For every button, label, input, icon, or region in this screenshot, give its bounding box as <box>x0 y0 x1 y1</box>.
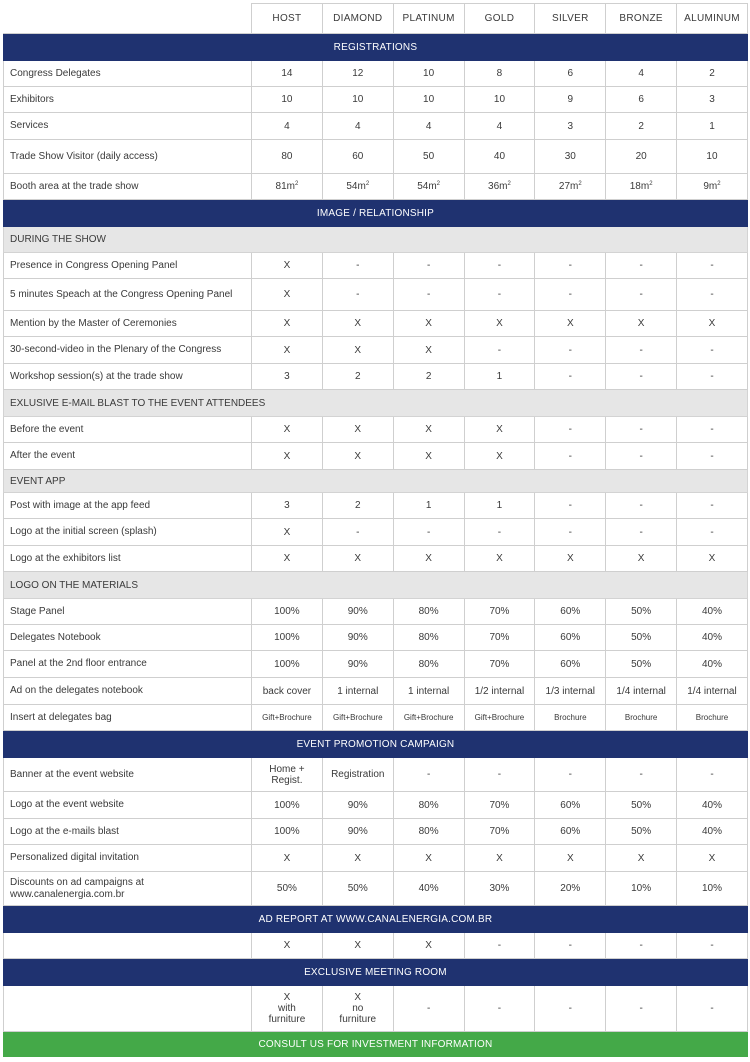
table-cell: 9 <box>535 87 606 113</box>
table-cell: 100% <box>252 625 323 651</box>
table-cell: X <box>252 417 323 443</box>
table-row <box>4 311 748 337</box>
table-cell: 100% <box>252 599 323 625</box>
table-row <box>4 933 748 959</box>
table-cell: 1 <box>464 493 535 519</box>
table-cell: 50% <box>606 792 677 819</box>
table-cell: X <box>252 933 323 959</box>
table-cell: - <box>535 493 606 519</box>
table-cell: $54m^2$ <box>393 174 464 200</box>
table-row <box>4 546 748 572</box>
table-cell: 30% <box>464 872 535 906</box>
table-cell: X <box>535 546 606 572</box>
table-cell: 70% <box>464 599 535 625</box>
table-cell: Gift+Brochure <box>464 705 535 731</box>
row-label: 5 minutes Speach at the Congress Opening Panel <box>4 279 252 311</box>
table-cell: 1 internal <box>393 678 464 705</box>
table-cell: - <box>606 519 677 546</box>
section-band <box>4 34 748 61</box>
table-cell: - <box>677 493 748 519</box>
section-title: IMAGE / RELATIONSHIP <box>4 200 748 227</box>
table-cell: 100% <box>252 819 323 845</box>
table-cell: - <box>677 337 748 364</box>
table-row <box>4 705 748 731</box>
row-label: Workshop session(s) at the trade show <box>4 364 252 390</box>
table-cell: - <box>677 933 748 959</box>
tier-header-row <box>4 4 748 34</box>
table-row <box>4 140 748 174</box>
cta-text: CONSULT US FOR INVESTMENT INFORMATION <box>4 1032 748 1057</box>
table-cell: - <box>677 443 748 470</box>
table-cell: 12 <box>322 61 393 87</box>
table-cell: - <box>464 986 535 1032</box>
table-cell: Gift+Brochure <box>252 705 323 731</box>
table-cell: 4 <box>606 61 677 87</box>
table-cell: - <box>677 986 748 1032</box>
table-cell: 60% <box>535 792 606 819</box>
table-cell: 60 <box>322 140 393 174</box>
table-cell: 60% <box>535 819 606 845</box>
table-cell: 10 <box>322 87 393 113</box>
table-row <box>4 986 748 1032</box>
table-row <box>4 337 748 364</box>
table-cell: X <box>464 311 535 337</box>
subsection-row <box>4 390 748 417</box>
table-cell: 70% <box>464 819 535 845</box>
table-cell: - <box>535 519 606 546</box>
table-cell: - <box>322 519 393 546</box>
row-label: Logo at the e-mails blast <box>4 819 252 845</box>
section-band <box>4 959 748 986</box>
table-cell: X <box>322 443 393 470</box>
table-cell: 8 <box>464 61 535 87</box>
table-cell: 50% <box>606 651 677 678</box>
table-row <box>4 279 748 311</box>
table-cell: Brochure <box>606 705 677 731</box>
table-row <box>4 443 748 470</box>
table-cell: X <box>252 845 323 872</box>
table-cell: 1/4 internal <box>677 678 748 705</box>
table-cell: X <box>393 845 464 872</box>
table-cell: - <box>535 337 606 364</box>
row-label: Logo at the event website <box>4 792 252 819</box>
table-row <box>4 872 748 906</box>
row-label: Ad on the delegates notebook <box>4 678 252 705</box>
table-cell: X <box>393 546 464 572</box>
table-cell: - <box>393 519 464 546</box>
table-cell: Brochure <box>677 705 748 731</box>
row-label: Presence in Congress Opening Panel <box>4 253 252 279</box>
table-cell: 2 <box>322 364 393 390</box>
table-cell: 3 <box>677 87 748 113</box>
table-cell: 40% <box>677 599 748 625</box>
table-cell: 10 <box>677 140 748 174</box>
table-cell: 4 <box>393 113 464 140</box>
tier-header: BRONZE <box>606 4 677 34</box>
table-cell: 10 <box>464 87 535 113</box>
table-row <box>4 599 748 625</box>
table-cell: 50% <box>606 819 677 845</box>
subsection-row <box>4 470 748 493</box>
table-cell: X <box>322 845 393 872</box>
table-cell: X <box>322 417 393 443</box>
subsection-title: EXLUSIVE E-MAIL BLAST TO THE EVENT ATTENDEES <box>4 390 748 417</box>
table-cell: - <box>606 933 677 959</box>
row-label: Before the event <box>4 417 252 443</box>
table-cell: 80 <box>252 140 323 174</box>
subsection-row <box>4 227 748 253</box>
table-cell: X <box>393 443 464 470</box>
table-cell: 10 <box>393 61 464 87</box>
table-cell: 1 <box>677 113 748 140</box>
table-cell: 20% <box>535 872 606 906</box>
subsection-title: EVENT APP <box>4 470 748 493</box>
section-title: EXCLUSIVE MEETING ROOM <box>4 959 748 986</box>
table-cell: 40% <box>677 651 748 678</box>
table-cell: 80% <box>393 625 464 651</box>
table-cell: - <box>606 493 677 519</box>
table-cell: $36m^2$ <box>464 174 535 200</box>
table-cell: - <box>322 279 393 311</box>
table-cell: 60% <box>535 625 606 651</box>
row-label: 30-second-video in the Plenary of the Congress <box>4 337 252 364</box>
table-cell: 4 <box>464 113 535 140</box>
section-band <box>4 906 748 933</box>
table-cell: 10 <box>393 87 464 113</box>
row-label: Logo at the exhibitors list <box>4 546 252 572</box>
section-title: AD REPORT AT WWW.CANALENERGIA.COM.BR <box>4 906 748 933</box>
table-cell: 80% <box>393 599 464 625</box>
table-cell: X <box>393 337 464 364</box>
sponsorship-sheet <box>3 3 747 1057</box>
table-cell: 4 <box>322 113 393 140</box>
table-cell: $81m^2$ <box>252 174 323 200</box>
table-cell: Home + Regist. <box>252 758 323 792</box>
table-cell: 6 <box>535 61 606 87</box>
table-cell: X <box>322 933 393 959</box>
table-row <box>4 625 748 651</box>
tier-header: ALUMINUM <box>677 4 748 34</box>
table-cell: X <box>252 546 323 572</box>
table-cell: X <box>322 546 393 572</box>
table-cell: X <box>606 311 677 337</box>
row-label: Banner at the event website <box>4 758 252 792</box>
table-cell: - <box>393 758 464 792</box>
table-cell: 90% <box>322 625 393 651</box>
table-cell: - <box>677 758 748 792</box>
table-cell: X <box>252 253 323 279</box>
table-cell: - <box>606 443 677 470</box>
table-cell: X <box>535 845 606 872</box>
table-cell: - <box>464 758 535 792</box>
table-cell: - <box>535 986 606 1032</box>
table-cell: 1/2 internal <box>464 678 535 705</box>
table-cell: 2 <box>393 364 464 390</box>
table-row <box>4 61 748 87</box>
table-cell: X <box>677 546 748 572</box>
subsection-title: LOGO ON THE MATERIALS <box>4 572 748 599</box>
table-cell: 90% <box>322 819 393 845</box>
row-label: Insert at delegates bag <box>4 705 252 731</box>
tier-header: GOLD <box>464 4 535 34</box>
table-row <box>4 493 748 519</box>
sponsorship-table <box>3 3 748 1057</box>
table-cell: 30 <box>535 140 606 174</box>
table-cell: 50% <box>252 872 323 906</box>
table-cell: X <box>606 546 677 572</box>
table-cell: - <box>606 337 677 364</box>
table-cell: X <box>252 519 323 546</box>
table-cell: X <box>677 311 748 337</box>
table-row <box>4 519 748 546</box>
table-cell: - <box>393 253 464 279</box>
cta-band <box>4 1032 748 1057</box>
row-label: Trade Show Visitor (daily access) <box>4 140 252 174</box>
table-cell: 40% <box>677 625 748 651</box>
table-cell: 80% <box>393 819 464 845</box>
section-title: EVENT PROMOTION CAMPAIGN <box>4 731 748 758</box>
table-row <box>4 113 748 140</box>
table-row <box>4 819 748 845</box>
table-cell: 1/3 internal <box>535 678 606 705</box>
table-cell: - <box>464 933 535 959</box>
table-cell: 6 <box>606 87 677 113</box>
table-cell: - <box>535 933 606 959</box>
row-label: Exhibitors <box>4 87 252 113</box>
table-cell: 50% <box>606 599 677 625</box>
table-cell: 50% <box>322 872 393 906</box>
table-cell: - <box>606 364 677 390</box>
section-band <box>4 731 748 758</box>
table-cell: - <box>535 417 606 443</box>
table-row <box>4 845 748 872</box>
table-cell: 40% <box>677 792 748 819</box>
row-label: Logo at the initial screen (splash) <box>4 519 252 546</box>
table-cell: 20 <box>606 140 677 174</box>
table-cell: - <box>677 253 748 279</box>
table-row <box>4 174 748 200</box>
table-cell: 3 <box>252 364 323 390</box>
table-cell: 1 internal <box>322 678 393 705</box>
row-label: Personalized digital invitation <box>4 845 252 872</box>
table-cell: - <box>677 417 748 443</box>
row-label: Services <box>4 113 252 140</box>
table-body <box>4 34 748 1057</box>
table-cell: 1/4 internal <box>606 678 677 705</box>
table-cell: 1 <box>464 364 535 390</box>
table-cell: - <box>535 758 606 792</box>
table-row <box>4 253 748 279</box>
table-cell: back cover <box>252 678 323 705</box>
table-cell: X <box>677 845 748 872</box>
table-cell: - <box>677 364 748 390</box>
tier-header: HOST <box>252 4 323 34</box>
table-cell: $27m^2$ <box>535 174 606 200</box>
table-cell: $9m^2$ <box>677 174 748 200</box>
table-cell: $54m^2$ <box>322 174 393 200</box>
table-cell: - <box>606 279 677 311</box>
tier-header: SILVER <box>535 4 606 34</box>
table-cell: $18m^2$ <box>606 174 677 200</box>
table-cell: X <box>464 546 535 572</box>
section-title: REGISTRATIONS <box>4 34 748 61</box>
table-cell: Gift+Brochure <box>322 705 393 731</box>
table-cell: - <box>606 253 677 279</box>
tier-header: PLATINUM <box>393 4 464 34</box>
table-cell: X <box>322 311 393 337</box>
table-cell: 4 <box>252 113 323 140</box>
table-cell: - <box>606 417 677 443</box>
table-cell: 10 <box>252 87 323 113</box>
row-label: Post with image at the app feed <box>4 493 252 519</box>
row-label: Booth area at the trade show <box>4 174 252 200</box>
table-cell: 40% <box>677 819 748 845</box>
table-cell: 60% <box>535 651 606 678</box>
table-cell: 40 <box>464 140 535 174</box>
row-label: Delegates Notebook <box>4 625 252 651</box>
table-cell: - <box>464 519 535 546</box>
table-cell: 3 <box>535 113 606 140</box>
table-cell: - <box>322 253 393 279</box>
table-cell: 70% <box>464 651 535 678</box>
table-cell: X <box>252 337 323 364</box>
table-cell: - <box>393 279 464 311</box>
table-cell: 1 <box>393 493 464 519</box>
table-cell: - <box>606 758 677 792</box>
table-cell: 70% <box>464 625 535 651</box>
table-cell: - <box>464 253 535 279</box>
table-cell: - <box>677 279 748 311</box>
row-label: Congress Delegates <box>4 61 252 87</box>
table-cell: X with furniture <box>252 986 323 1032</box>
header-corner <box>4 4 252 34</box>
table-cell: X <box>535 311 606 337</box>
table-row <box>4 364 748 390</box>
table-row <box>4 417 748 443</box>
row-label <box>4 933 252 959</box>
table-cell: X <box>252 279 323 311</box>
table-cell: 10% <box>606 872 677 906</box>
section-band <box>4 200 748 227</box>
table-cell: 2 <box>677 61 748 87</box>
tier-header: DIAMOND <box>322 4 393 34</box>
table-cell: - <box>606 986 677 1032</box>
table-cell: X <box>322 337 393 364</box>
table-row <box>4 758 748 792</box>
table-cell: 80% <box>393 792 464 819</box>
table-row <box>4 651 748 678</box>
table-cell: X <box>464 417 535 443</box>
table-cell: 50 <box>393 140 464 174</box>
row-label: Panel at the 2nd floor entrance <box>4 651 252 678</box>
table-cell: 100% <box>252 792 323 819</box>
row-label <box>4 986 252 1032</box>
table-cell: 3 <box>252 493 323 519</box>
row-label: After the event <box>4 443 252 470</box>
table-cell: 40% <box>393 872 464 906</box>
table-cell: X <box>464 845 535 872</box>
table-cell: 2 <box>322 493 393 519</box>
table-cell: 90% <box>322 599 393 625</box>
table-row <box>4 87 748 113</box>
table-cell: 50% <box>606 625 677 651</box>
table-cell: X <box>393 933 464 959</box>
table-cell: Brochure <box>535 705 606 731</box>
row-label: Stage Panel <box>4 599 252 625</box>
table-cell: X <box>393 311 464 337</box>
table-row <box>4 792 748 819</box>
table-cell: 10% <box>677 872 748 906</box>
table-row <box>4 678 748 705</box>
table-cell: X <box>252 443 323 470</box>
table-cell: - <box>535 253 606 279</box>
table-cell: Gift+Brochure <box>393 705 464 731</box>
table-cell: X <box>464 443 535 470</box>
table-cell: X <box>252 311 323 337</box>
table-cell: 60% <box>535 599 606 625</box>
row-label: Discounts on ad campaigns at www.canalenergia.com.br <box>4 872 252 906</box>
table-cell: Registration <box>322 758 393 792</box>
table-cell: 14 <box>252 61 323 87</box>
table-cell: - <box>677 519 748 546</box>
table-cell: X <box>606 845 677 872</box>
table-cell: 70% <box>464 792 535 819</box>
table-cell: - <box>535 279 606 311</box>
subsection-row <box>4 572 748 599</box>
subsection-title: DURING THE SHOW <box>4 227 748 253</box>
table-cell: X no furniture <box>322 986 393 1032</box>
table-cell: 90% <box>322 651 393 678</box>
table-cell: - <box>535 364 606 390</box>
table-cell: 80% <box>393 651 464 678</box>
table-cell: 100% <box>252 651 323 678</box>
table-cell: - <box>393 986 464 1032</box>
table-cell: X <box>393 417 464 443</box>
table-cell: 90% <box>322 792 393 819</box>
table-cell: - <box>464 337 535 364</box>
table-cell: - <box>535 443 606 470</box>
table-cell: 2 <box>606 113 677 140</box>
row-label: Mention by the Master of Ceremonies <box>4 311 252 337</box>
table-cell: - <box>464 279 535 311</box>
